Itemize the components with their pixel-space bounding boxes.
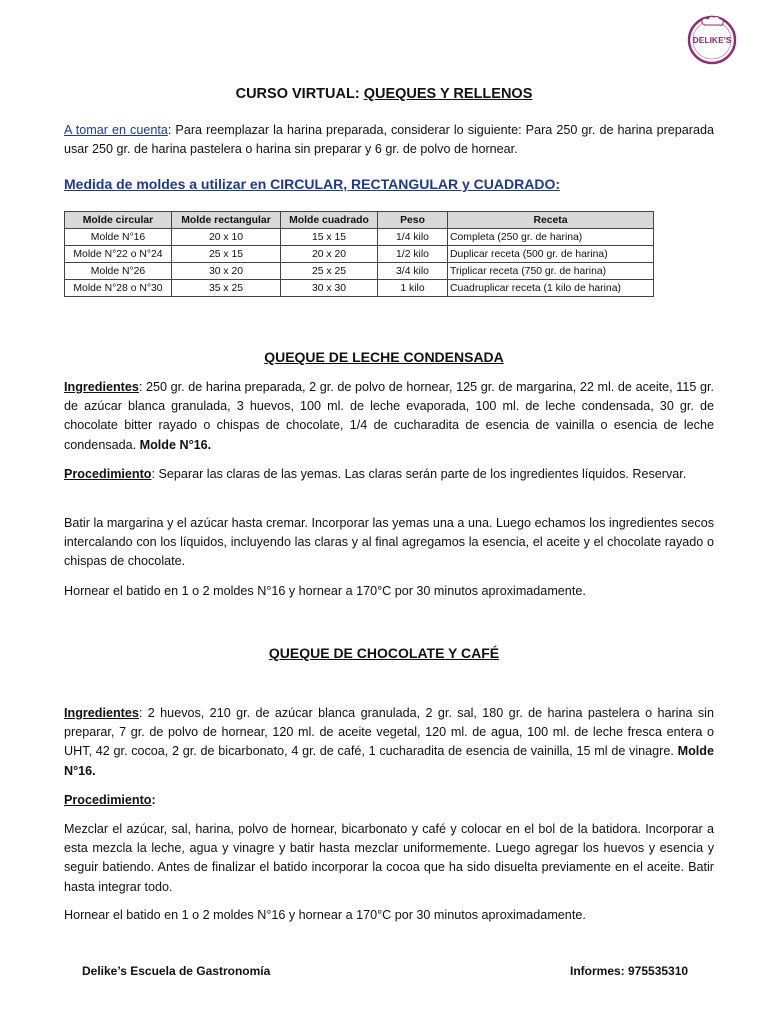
note-paragraph [64, 121, 714, 159]
table-cell: 35 x 25 [172, 280, 281, 297]
recipe1-procedure [64, 465, 714, 484]
title-main: QUEQUES Y RELLENOS [363, 86, 533, 102]
footer-school: Delike’s Escuela de Gastronomía [82, 964, 271, 978]
table-cell: 1/4 kilo [378, 229, 448, 246]
ingredients-text: : 250 gr. de harina preparada, 2 gr. de polvo de hornear, 125 gr. de margarina, 22 ml. de aceite, 115 gr. de azúcar blanca granulada, 3 huevos, 100 ml. de leche evaporada, 100 ml. de leche condensada, 30 gr. de chocolate bitter rayado o chispas de chocolate, 1/4 de cucharadita de esencia de vainilla o esencia de leche condensada. [64, 380, 714, 452]
table-cell: Triplicar receta (750 gr. de harina) [448, 263, 654, 280]
recipe1-title: QUEQUE DE LECHE CONDENSADA [264, 349, 504, 365]
table-cell: 30 x 20 [172, 263, 281, 280]
procedure-text: : Separar las claras de las yemas. Las claras serán parte de los ingredientes líquidos. Reservar. [151, 467, 687, 481]
recipe1-step2: Batir la margarina y el azúcar hasta cremar. Incorporar las yemas una a una. Luego echamos los ingredientes secos intercalando con los líquidos, incluyendo las claras y al final agregamos la esencia, el aceite y el chocolate rayado o chispas de chocolate. [64, 516, 714, 569]
recipe2-title: QUEQUE DE CHOCOLATE Y CAFÉ [268, 645, 500, 661]
col-header: Receta [448, 212, 654, 229]
ingredients-text: : 2 huevos, 210 gr. de azúcar blanca granulada, 2 gr. sal, 180 gr. de harina pastelera o harina sin preparar, 7 gr. de polvo de hornear, 120 ml. de aceite vegetal, 120 ml. de agua, 100 ml. de leche fresca entera o UHT, 42 gr. cocoa, 2 gr. de bicarbonato, 4 gr. de café, 1 cucharadita de esencia de vainilla, 15 ml de vinagre. [64, 706, 714, 759]
ingredients-mold: Molde N°16. [139, 437, 212, 452]
table-cell: 20 x 20 [281, 246, 378, 263]
col-header: Peso [378, 212, 448, 229]
note-text: : Para reemplazar la harina preparada, considerar lo siguiente: Para 250 gr. de harina preparada usar 250 gr. de harina pastelera o harina sin preparar y 6 gr. de polvo de hornear. [64, 123, 714, 157]
table-row [65, 229, 654, 246]
table-cell: 30 x 30 [281, 280, 378, 297]
table-cell: Duplicar receta (500 gr. de harina) [448, 246, 654, 263]
table-cell: 1 kilo [378, 280, 448, 297]
ingredients-label: Ingredientes [64, 380, 139, 394]
ingredients-label: Ingredientes [64, 706, 139, 720]
table-cell: 25 x 25 [281, 263, 378, 280]
molds-table [64, 211, 654, 297]
recipe1-ingredients [64, 378, 714, 455]
recipe2-step1: Mezclar el azúcar, sal, harina, polvo de hornear, bicarbonato y café y colocar en el bol de la batidora. Incorporar a esta mezcla la leche, agua y vinagre y batir hasta mezclar uniformemente. Luego agregar los huevos y esencia y seguir batiendo. Antes de finalizar el batido incorporar la cocoa que ha sido disuelta previamente en el aceite. Batir hasta integrar todo. [64, 822, 714, 894]
ingredients-mold: Molde N°16. [64, 744, 714, 778]
footer-phone: Informes: 975535310 [570, 964, 689, 978]
table-cell: 20 x 10 [172, 229, 281, 246]
table-cell: 1/2 kilo [378, 246, 448, 263]
procedure-label: Procedimiento [64, 793, 152, 807]
recipe2-procedure [64, 791, 714, 810]
table-cell: 25 x 15 [172, 246, 281, 263]
table-row [65, 246, 654, 263]
recipe1-bake: Hornear el batido en 1 o 2 moldes N°16 y hornear a 170°C por 30 minutos aproximadamente. [64, 584, 586, 598]
molds-heading: Medida de moldes a utilizar en CIRCULAR, RECTANGULAR y CUADRADO: [64, 176, 560, 192]
table-cell: Cuadruplicar receta (1 kilo de harina) [448, 280, 654, 297]
col-header: Molde circular [65, 212, 172, 229]
delikes-logo [683, 13, 741, 65]
table-cell: Completa (250 gr. de harina) [448, 229, 654, 246]
table-row [65, 280, 654, 297]
recipe2-bake: Hornear el batido en 1 o 2 moldes N°16 y hornear a 170°C por 30 minutos aproximadamente. [64, 908, 586, 922]
logo-text: DELIKE'S [692, 35, 732, 45]
table-header-row [65, 212, 654, 229]
table-cell: 15 x 15 [281, 229, 378, 246]
table-cell: Molde N°16 [65, 229, 172, 246]
table-cell: Molde N°28 o N°30 [65, 280, 172, 297]
table-cell: Molde N°26 [65, 263, 172, 280]
procedure-colon: : [151, 793, 156, 807]
note-label: A tomar en cuenta [64, 123, 168, 137]
col-header: Molde rectangular [172, 212, 281, 229]
table-row [65, 263, 654, 280]
procedure-label: Procedimiento [64, 467, 152, 481]
recipe2-ingredients [64, 704, 714, 781]
col-header: Molde cuadrado [281, 212, 378, 229]
table-cell: 3/4 kilo [378, 263, 448, 280]
table-cell: Molde N°22 o N°24 [65, 246, 172, 263]
page-title [0, 86, 768, 102]
title-prefix: CURSO VIRTUAL: [235, 86, 364, 102]
